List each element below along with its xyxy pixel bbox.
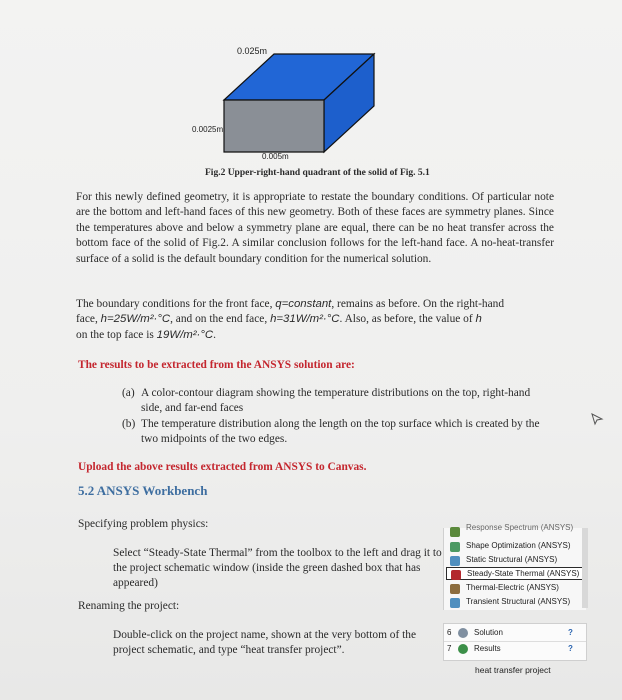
row-divider [444, 641, 586, 642]
select-instruction: Select “Steady-State Thermal” from the toolbox to the left and drag it to the project schematic window (inside the green dashed box that has appeared) [113, 547, 442, 589]
item-b-label: (b) [122, 418, 136, 430]
section-heading: 5.2 ANSYS Workbench [78, 483, 208, 498]
math-q-constant: q=constant [275, 298, 332, 310]
analysis-icon [450, 527, 460, 537]
item-a-label: (a) [122, 387, 135, 399]
math-h-end: h=31W/m²·°C [270, 313, 340, 326]
results-icon [458, 644, 468, 654]
transient-icon [450, 598, 460, 608]
results-heading: The results to be extracted from the ANSYS solution are: [78, 359, 355, 371]
item-b-text: The temperature distribution along the length on the top surface which is created by the two midpoints of the two edges. [141, 418, 540, 445]
math-h-right: h=25W/m²·°C [100, 313, 171, 326]
toolbox-item-steady-state-thermal[interactable]: Steady-State Thermal (ANSYS) [446, 567, 583, 580]
upload-instruction: Upload the above results extracted from ANSYS to Canvas. [78, 461, 367, 473]
block-left-face [224, 100, 324, 152]
specifying-label: Specifying problem physics: [78, 518, 209, 530]
schematic-row-num: 7 [447, 644, 452, 653]
cursor-icon [590, 412, 604, 426]
dim-length-label: 0.025m [237, 46, 268, 56]
dblclick-instruction: Double-click on the project name, shown at the very bottom of the project schematic, and type “heat transfer project”. [113, 629, 417, 656]
toolbox-item-static-structural[interactable]: Static Structural (ANSYS) [450, 555, 557, 564]
schematic-row-num: 6 [447, 628, 452, 637]
schematic-row-label[interactable]: Results [474, 644, 501, 653]
status-question-icon: ? [568, 628, 573, 637]
toolbox-scrollbar[interactable] [582, 528, 588, 608]
schematic-row-label[interactable]: Solution [474, 628, 503, 637]
status-question-icon: ? [568, 644, 573, 653]
figure-caption: Fig.2 Upper-right-hand quadrant of the solid of Fig. 5.1 [205, 168, 430, 178]
toolbox-item-partial[interactable]: Response Spectrum (ANSYS) [450, 523, 573, 532]
structural-icon [450, 556, 460, 566]
paragraph-face-conditions: The boundary conditions for the front face, q=constant, remains as before. On the right-hand face, h=25W/m²·°C, and on the end face, h=31W/m²·°C. Also, as before, the value of h on the top face is 19W/m²·°C. [76, 298, 505, 341]
toolbox-item-shape-optimization[interactable]: Shape Optimization (ANSYS) [450, 541, 571, 550]
math-h: h [475, 313, 482, 326]
dim-height-label: 0.0025m [192, 125, 224, 134]
schematic-cell [443, 623, 587, 661]
toolbox-item-thermal-electric[interactable]: Thermal-Electric (ANSYS) [450, 583, 559, 592]
toolbox-panel [443, 523, 586, 610]
dim-width-label: 0.005m [262, 152, 289, 161]
thermal-electric-icon [450, 584, 460, 594]
block-figure [0, 0, 622, 170]
thermal-icon [451, 570, 461, 580]
optimization-icon [450, 542, 460, 552]
project-name[interactable]: heat transfer project [475, 665, 551, 675]
item-a-text: A color-contour diagram showing the temperature distributions on the top, right-hand side, and far-end faces [141, 387, 531, 414]
paragraph-boundary-conditions: For this newly defined geometry, it is appropriate to restate the boundary conditions. Of particular note are the bottom and left-hand faces of this new geometry. Both of these faces are symmetry planes. Since the temperatures above and below a symmetry plane are equal, there can be no heat transfer across the bottom face of the solid of Fig.2. A similar conclusion follows for the left-hand face. A no-heat-transfer surface of a solid is the default boundary condition for the numerical solution. [76, 191, 554, 265]
renaming-label: Renaming the project: [78, 600, 180, 612]
math-h-top: 19W/m²·°C [156, 328, 214, 341]
solution-icon [458, 628, 468, 638]
toolbox-item-transient-structural[interactable]: Transient Structural (ANSYS) [450, 597, 570, 606]
